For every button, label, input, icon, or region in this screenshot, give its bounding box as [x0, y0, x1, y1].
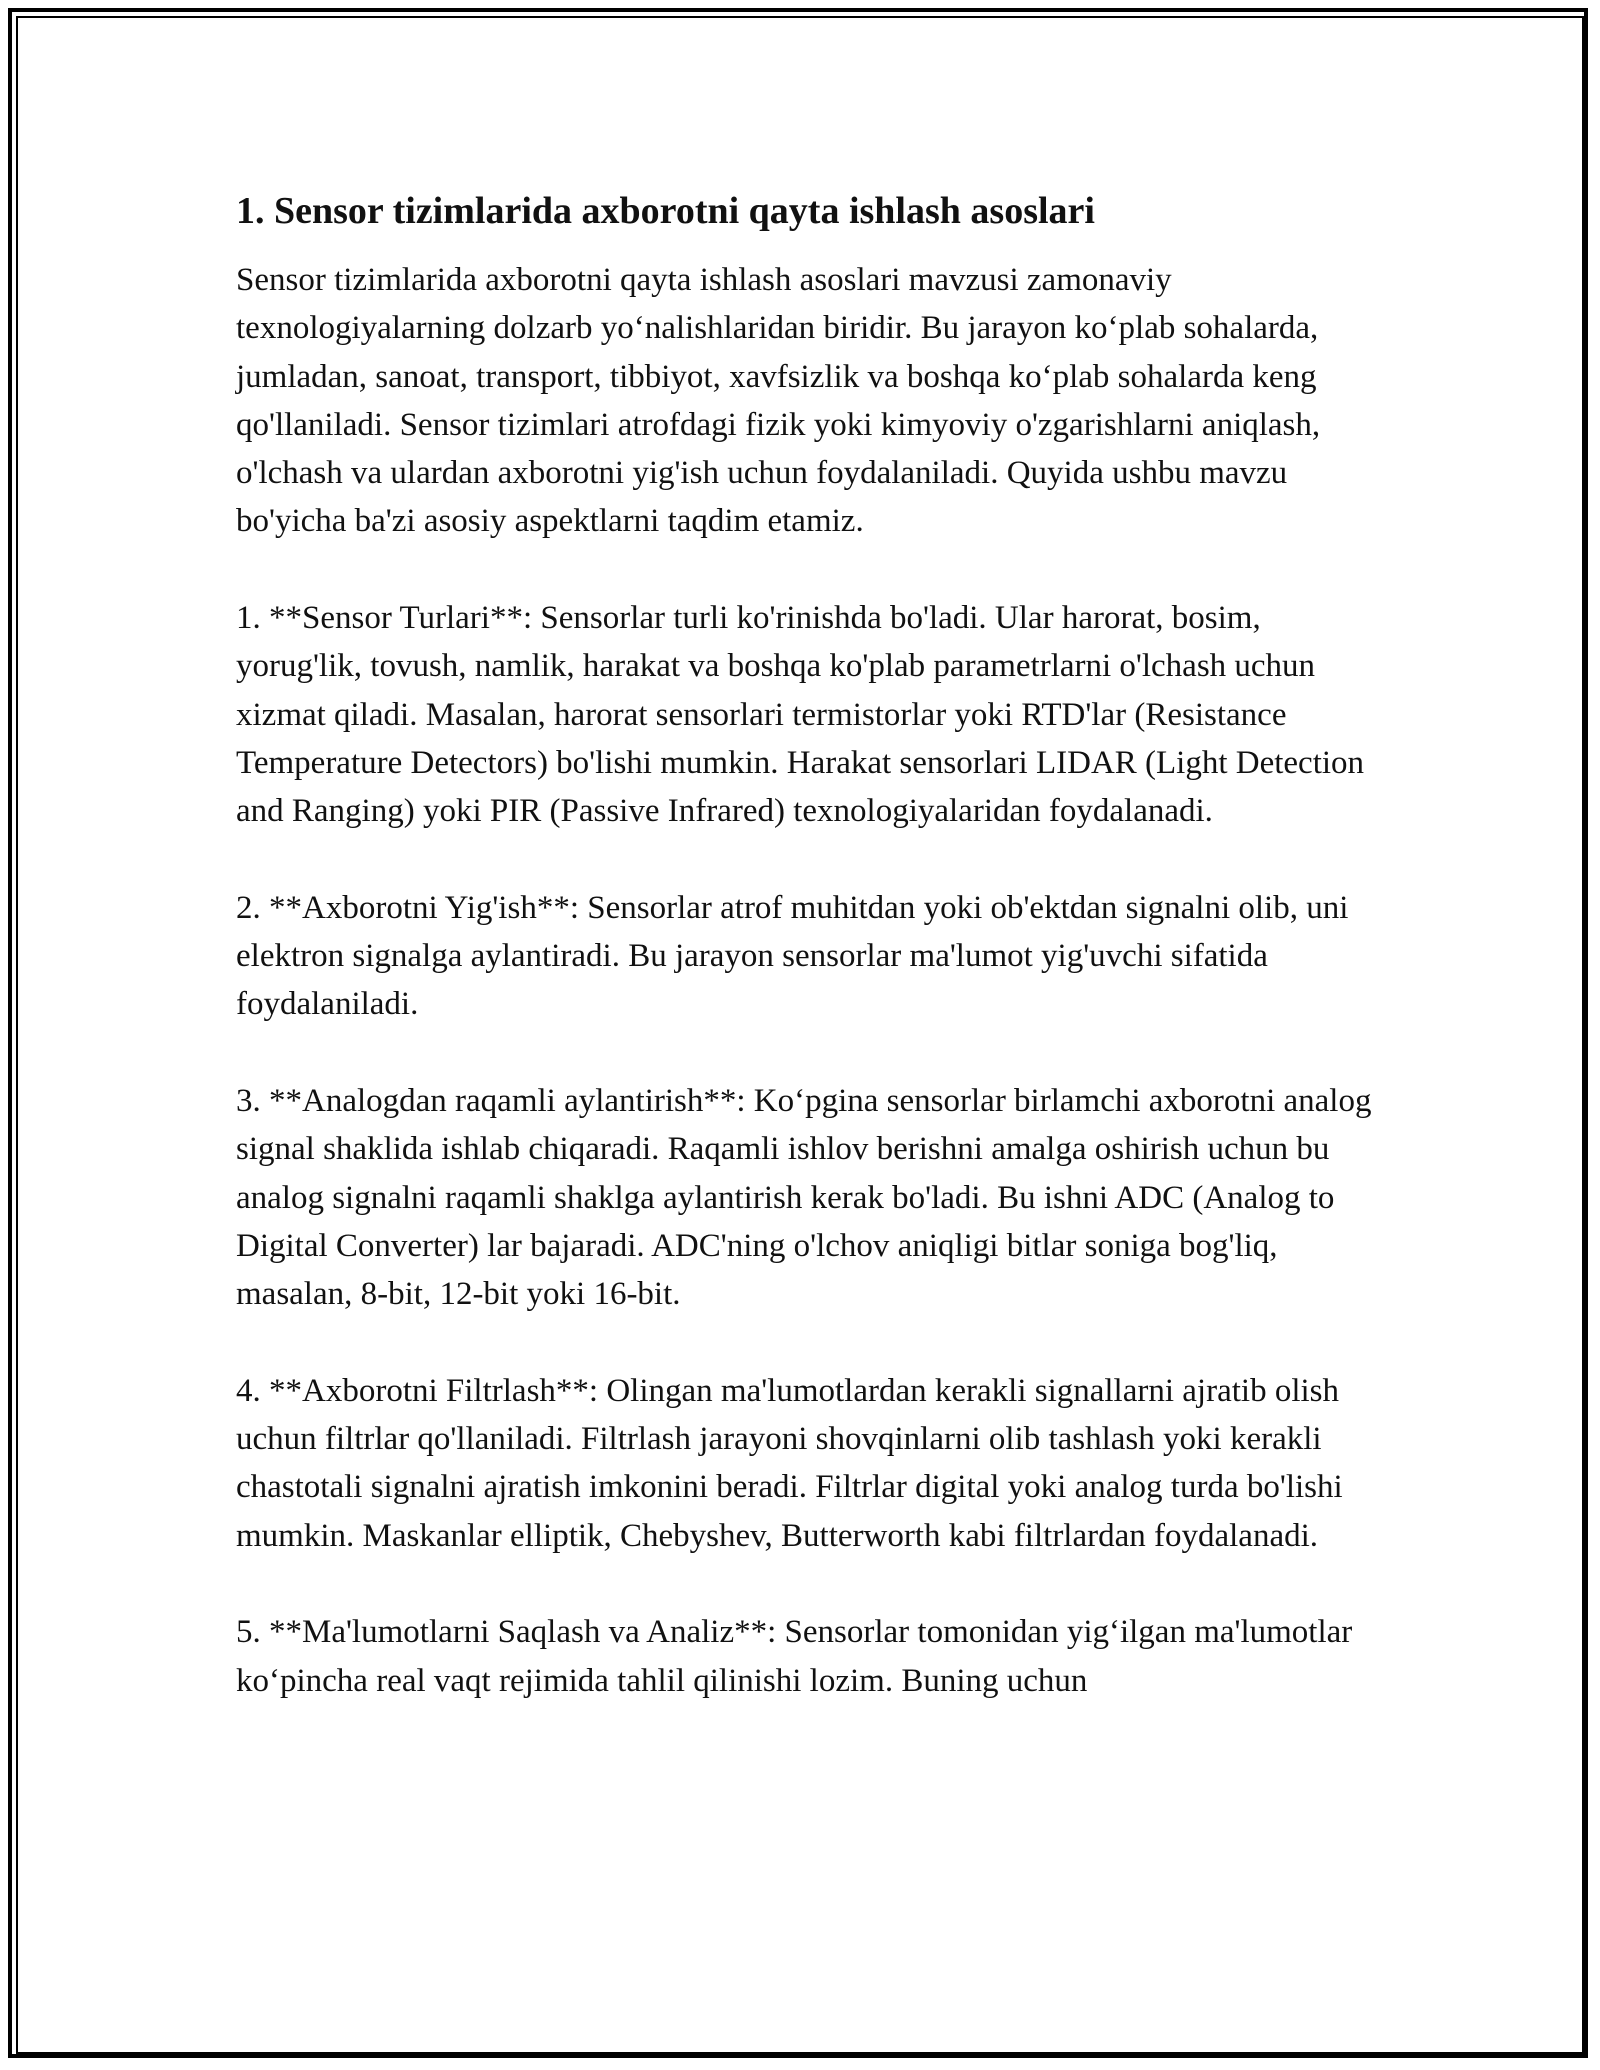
paragraph-filtering: 4. **Axborotni Filtrlash**: Olingan ma'lumotlardan kerakli signallarni ajratib olish uchun filtrlar qo'llaniladi. Filtrlash jarayoni shovqinlarni olib tashlash yoki kerakli chastotali signalni ajratish imkonini beradi. Filtrlar digital yoki analog turda bo'lishi mumkin. Maskanlar elliptik, Chebyshev, Butterworth kabi filtrlardan foydalanadi.: [236, 1372, 1343, 1554]
intro-paragraph: Sensor tizimlarida axborotni qayta ishlash asoslari mavzusi zamonaviy texnologiyalarning dolzarb yo‘nalishlaridan biridir. Bu jarayon ko‘plab sohalarda, jumladan, sanoat, transport, tibbiyot, xavfsizlik va boshqa ko‘plab sohalarda keng qo'llaniladi. Sensor tizimlari atrofdagi fizik yoki kimyoviy o'zgarishlarni aniqlash, o'lchash va ulardan axborotni yig'ish uchun foydalaniladi. Quyida ushbu mavzu bo'yicha ba'zi asosiy aspektlarni taqdim etamiz.: [236, 262, 1321, 540]
paragraph-storage-analysis: 5. **Ma'lumotlarni Saqlash va Analiz**: Sensorlar tomonidan yig‘ilgan ma'lumotlar ko‘pincha real vaqt rejimida tahlil qilinishi lozim. Buning uchun: [236, 1614, 1353, 1699]
paragraph-sensor-types: 1. **Sensor Turlari**: Sensorlar turli ko'rinishda bo'ladi. Ular harorat, bosim, yorug'lik, tovush, namlik, harakat va boshqa ko'plab parametrlarni o'lchash uchun xizmat qiladi. Masalan, harorat sensorlari termistorlar yoki RTD'lar (Resistance Temperature Detectors) bo'lishi mumkin. Harakat sensorlari LIDAR (Light Detection and Ranging) yoki PIR (Passive Infrared) texnologiyalaridan foydalanadi.: [236, 600, 1365, 830]
paragraph-adc: 3. **Analogdan raqamli aylantirish**: Ko‘pgina sensorlar birlamchi axborotni analog signal shaklida ishlab chiqaradi. Raqamli ishlov berishni amalga oshirish uchun bu analog signalni raqamli shaklga aylantirish kerak bo'ladi. Bu ishni ADC (Analog to Digital Converter) lar bajaradi. ADC'ning o'lchov aniqligi bitlar soniga bog'liq, masalan, 8-bit, 12-bit yoki 16-bit.: [236, 1083, 1372, 1313]
document-title: 1. Sensor tizimlarida axborotni qayta ishlash asoslari: [236, 190, 1095, 232]
paragraph-data-collection: 2. **Axborotni Yig'ish**: Sensorlar atrof muhitdan yoki ob'ektdan signalni olib, uni elektron signalga aylantiradi. Bu jarayon sensorlar ma'lumot yig'uvchi sifatida foydalaniladi.: [236, 889, 1349, 1023]
document-body: [236, 186, 1376, 1753]
